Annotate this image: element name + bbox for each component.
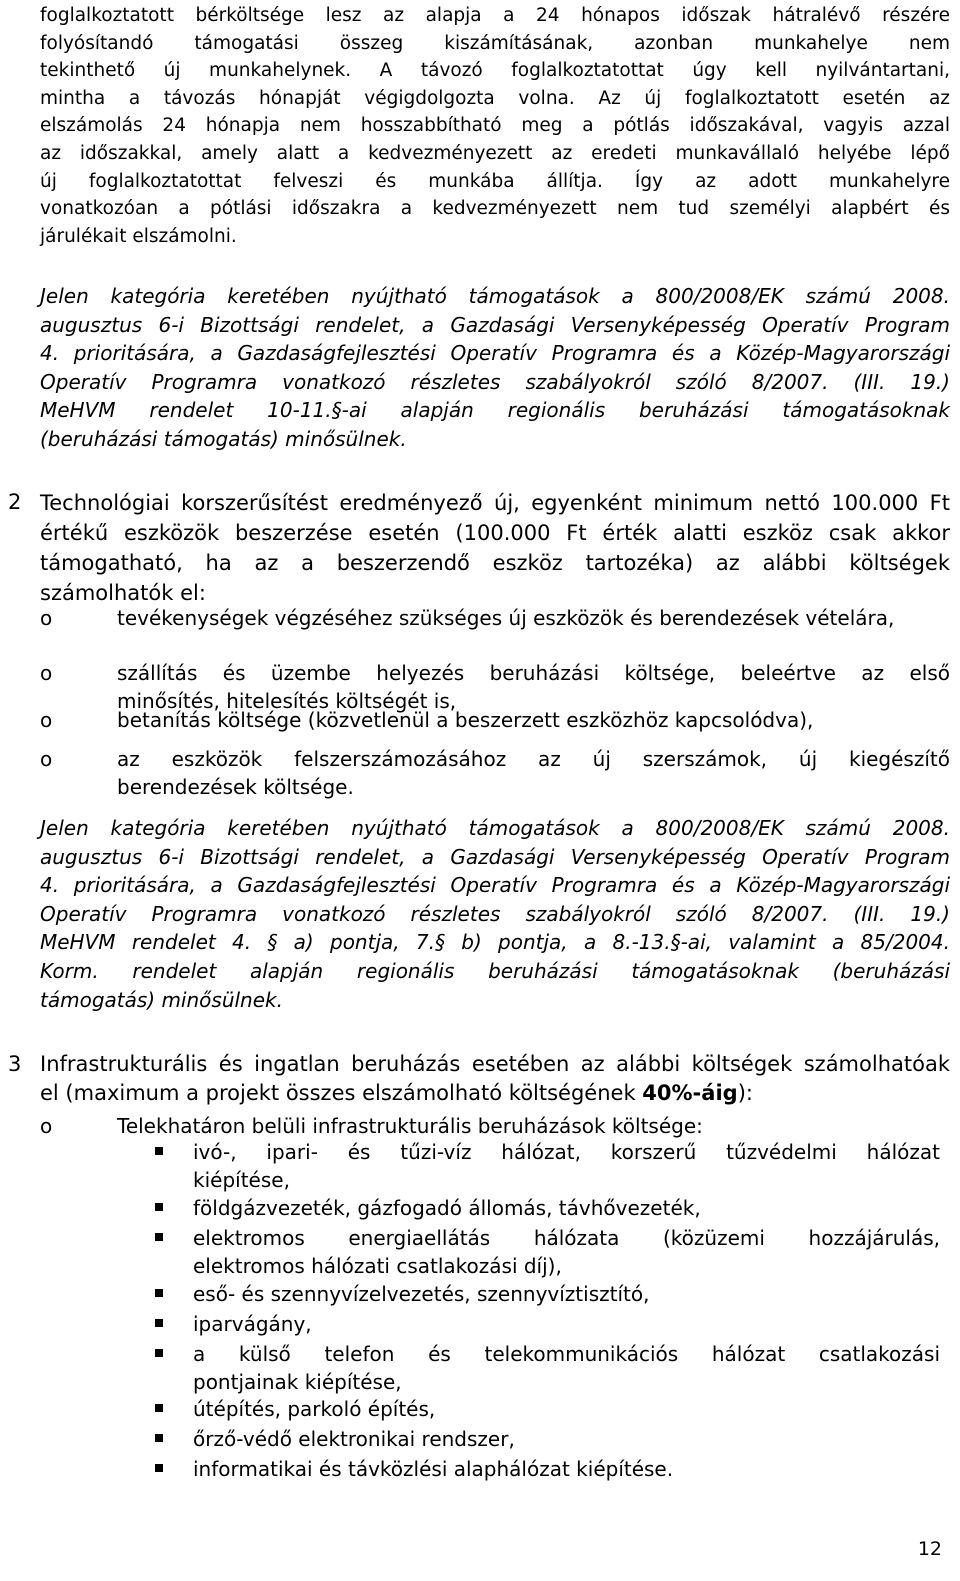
section-3-list-item-text (193, 1455, 940, 1483)
intro-line: járulékait elszámolni. (40, 225, 237, 247)
section-number-3: 3 (8, 1052, 22, 1076)
section-2-intro-line: támogatható, ha az a beszerzendő eszköz tartozéka) az alábbi költségek (40, 551, 950, 575)
section-3-list-item-line: informatikai és távközlési alaphálózat kiépítése. (193, 1457, 674, 1481)
section-3-line-2-end: ): (737, 1081, 753, 1105)
legal-basis-2-line: támogatás) minősülnek. (40, 987, 283, 1012)
legal-basis-2-line: 4. prioritására, a Gazdaságfejlesztési Operatív Programra és a Közép-Magyarországi (40, 873, 950, 898)
legal-basis-2-line: augusztus 6-i Bizottsági rendelet, a Gazdasági Versenyképesség Operatív Program (40, 844, 950, 869)
section-3-list-item-line: pontjainak kiépítése, (193, 1370, 402, 1394)
section-2-intro-line: Technológiai korszerűsítést eredményező új, egyenként minimum nettó 100.000 Ft (40, 491, 950, 515)
section-2-list-item-line: berendezések költsége. (117, 775, 354, 799)
legal-basis-1-line: (beruházási támogatás) minősülnek. (40, 426, 407, 451)
intro-paragraph (40, 2, 950, 250)
section-3-list-item-line: útépítés, parkoló építés, (193, 1397, 436, 1421)
section-3-list-item-text (193, 1138, 940, 1194)
bullet-o-icon: o (40, 708, 53, 732)
section-3-intro (40, 1050, 950, 1108)
square-bullet-icon (155, 1349, 163, 1357)
bullet-o-icon: o (40, 606, 53, 630)
section-3-percent: 40%-áig (642, 1081, 738, 1105)
square-bullet-icon (155, 1203, 163, 1211)
page-number: 12 (917, 1538, 942, 1560)
legal-basis-2-line: Jelen kategória keretében nyújtható támogatások a 800/2008/EK számú 2008. (40, 816, 950, 840)
legal-basis-2-line: Operatív Programra vonatkozó részletes szabályokról szóló 8/2007. (III. 19.) (40, 901, 950, 926)
section-number-2: 2 (8, 490, 22, 514)
section-3-line-1: Infrastrukturális és ingatlan beruházás esetében az alábbi költségek számolhatóak (40, 1052, 950, 1076)
bullet-o-icon: o (40, 747, 53, 771)
section-2-list-item-line: minősítés, hitelesítés költségét is, (117, 689, 457, 713)
intro-line: foglalkoztatott bérköltsége lesz az alapja a 24 hónapos időszak hátralévő részére (40, 5, 950, 26)
section-3-list-item-line: a külső telefon és telekommunikációs hálózat csatlakozási (193, 1342, 940, 1366)
section-3-list-item-text (193, 1224, 940, 1280)
intro-line: tekinthető új munkahelynek. A távozó foglalkoztatottat úgy kell nyilvántartani, (40, 60, 950, 82)
legal-basis-paragraph-2 (40, 814, 950, 1014)
section-3-list-item-text (193, 1395, 940, 1423)
legal-basis-1-line: MeHVM rendelet 10-11.§-ai alapján regionális beruházási támogatásoknak (40, 398, 950, 423)
section-2-list-item-line: szállítás és üzembe helyezés beruházási költsége, beleértve az első (117, 661, 950, 685)
legal-basis-1-line: Jelen kategória keretében nyújtható támogatások a 800/2008/EK számú 2008. (40, 284, 950, 308)
legal-basis-2-line: MeHVM rendelet 4. § a) pontja, 7.§ b) pontja, a 8.-13.§-ai, valamint a 85/2004. (40, 930, 950, 955)
legal-basis-1-line: 4. prioritására, a Gazdaságfejlesztési Operatív Programra és a Közép-Magyarországi (40, 341, 950, 366)
legal-basis-1-line: augusztus 6-i Bizottsági rendelet, a Gazdasági Versenyképesség Operatív Program (40, 312, 950, 337)
intro-line: az időszakkal, amely alatt a kedvezményezett az eredeti munkavállaló helyébe lépő (40, 142, 950, 164)
square-bullet-icon (155, 1434, 163, 1442)
section-3-list-item-line: elektromos hálózati csatlakozási díj), (193, 1254, 562, 1278)
legal-basis-paragraph-1 (40, 282, 950, 454)
intro-line: vonatkozóan a pótlási időszakra a kedvezményezett nem tud személyi alapbért és (40, 198, 950, 220)
intro-line: új foglalkoztatottat felveszi és munkába állítja. Így az adott munkahelyre (40, 170, 950, 192)
section-3-list-item-text (193, 1194, 940, 1222)
square-bullet-icon (155, 1147, 163, 1155)
section-3-line-2-text: el (maximum a projekt összes elszámolható költségének (40, 1081, 643, 1105)
square-bullet-icon (155, 1233, 163, 1241)
section-2-list-item-line: az eszközök felszerszámozásához az új szerszámok, új kiegészítő (117, 747, 950, 771)
intro-line: folyósítandó támogatási összeg kiszámításának, azonban munkahelye nem (40, 32, 950, 54)
section-3-list-item-text (193, 1310, 940, 1338)
section-3-list-item-text (193, 1425, 940, 1453)
intro-line: elszámolás 24 hónapja nem hosszabbítható meg a pótlás időszakával, vagyis azzal (40, 115, 950, 137)
section-3-subheading: Telekhatáron belüli infrastrukturális beruházások költsége: (117, 1114, 703, 1138)
bullet-o-icon: o (40, 661, 53, 685)
section-3-list-item-line: őrző-védő elektronikai rendszer, (193, 1427, 515, 1451)
section-2-list-item-text (117, 604, 950, 632)
section-3-list-item-text (193, 1340, 940, 1396)
intro-line: mintha a távozás hónapját végigdolgozta volna. Az új foglalkoztatott esetén az (40, 87, 950, 109)
section-2-intro-line: számolhatók el: (40, 581, 206, 605)
square-bullet-icon (155, 1319, 163, 1327)
section-3-list-item-line: kiépítése, (193, 1168, 290, 1192)
legal-basis-1-line: Operatív Programra vonatkozó részletes szabályokról szóló 8/2007. (III. 19.) (40, 369, 950, 394)
section-2-list-item-text (117, 706, 950, 734)
square-bullet-icon (155, 1289, 163, 1297)
square-bullet-icon (155, 1464, 163, 1472)
bullet-o-icon: o (40, 1114, 53, 1138)
section-2-list-item-text (117, 745, 950, 801)
section-3-list-item-line: földgázvezeték, gázfogadó állomás, távhővezeték, (193, 1196, 701, 1220)
square-bullet-icon (155, 1404, 163, 1412)
section-2-intro (40, 488, 950, 608)
section-2-list-item-line: tevékenységek végzéséhez szükséges új eszközök és berendezések vételára, (117, 606, 895, 630)
section-3-line-2 (40, 1079, 950, 1108)
section-2-list-item-line: betanítás költsége (közvetlenül a beszerzett eszközhöz kapcsolódva), (117, 708, 814, 732)
section-3-list-item-line: elektromos energiaellátás hálózata (közüzemi hozzájárulás, (193, 1226, 940, 1250)
legal-basis-2-line: Korm. rendelet alapján regionális beruházási támogatásoknak (beruházási (40, 958, 950, 983)
section-3-list-item-text (193, 1280, 940, 1308)
section-3-list-item-line: iparvágány, (193, 1312, 312, 1336)
section-3-list-item-line: ivó-, ipari- és tűzi-víz hálózat, korszerű tűzvédelmi hálózat (193, 1140, 940, 1164)
section-2-intro-line: értékű eszközök beszerzése esetén (100.000 Ft érték alatti eszköz csak akkor (40, 521, 950, 545)
section-3-list-item-line: eső- és szennyvízelvezetés, szennyvíztisztító, (193, 1282, 650, 1306)
